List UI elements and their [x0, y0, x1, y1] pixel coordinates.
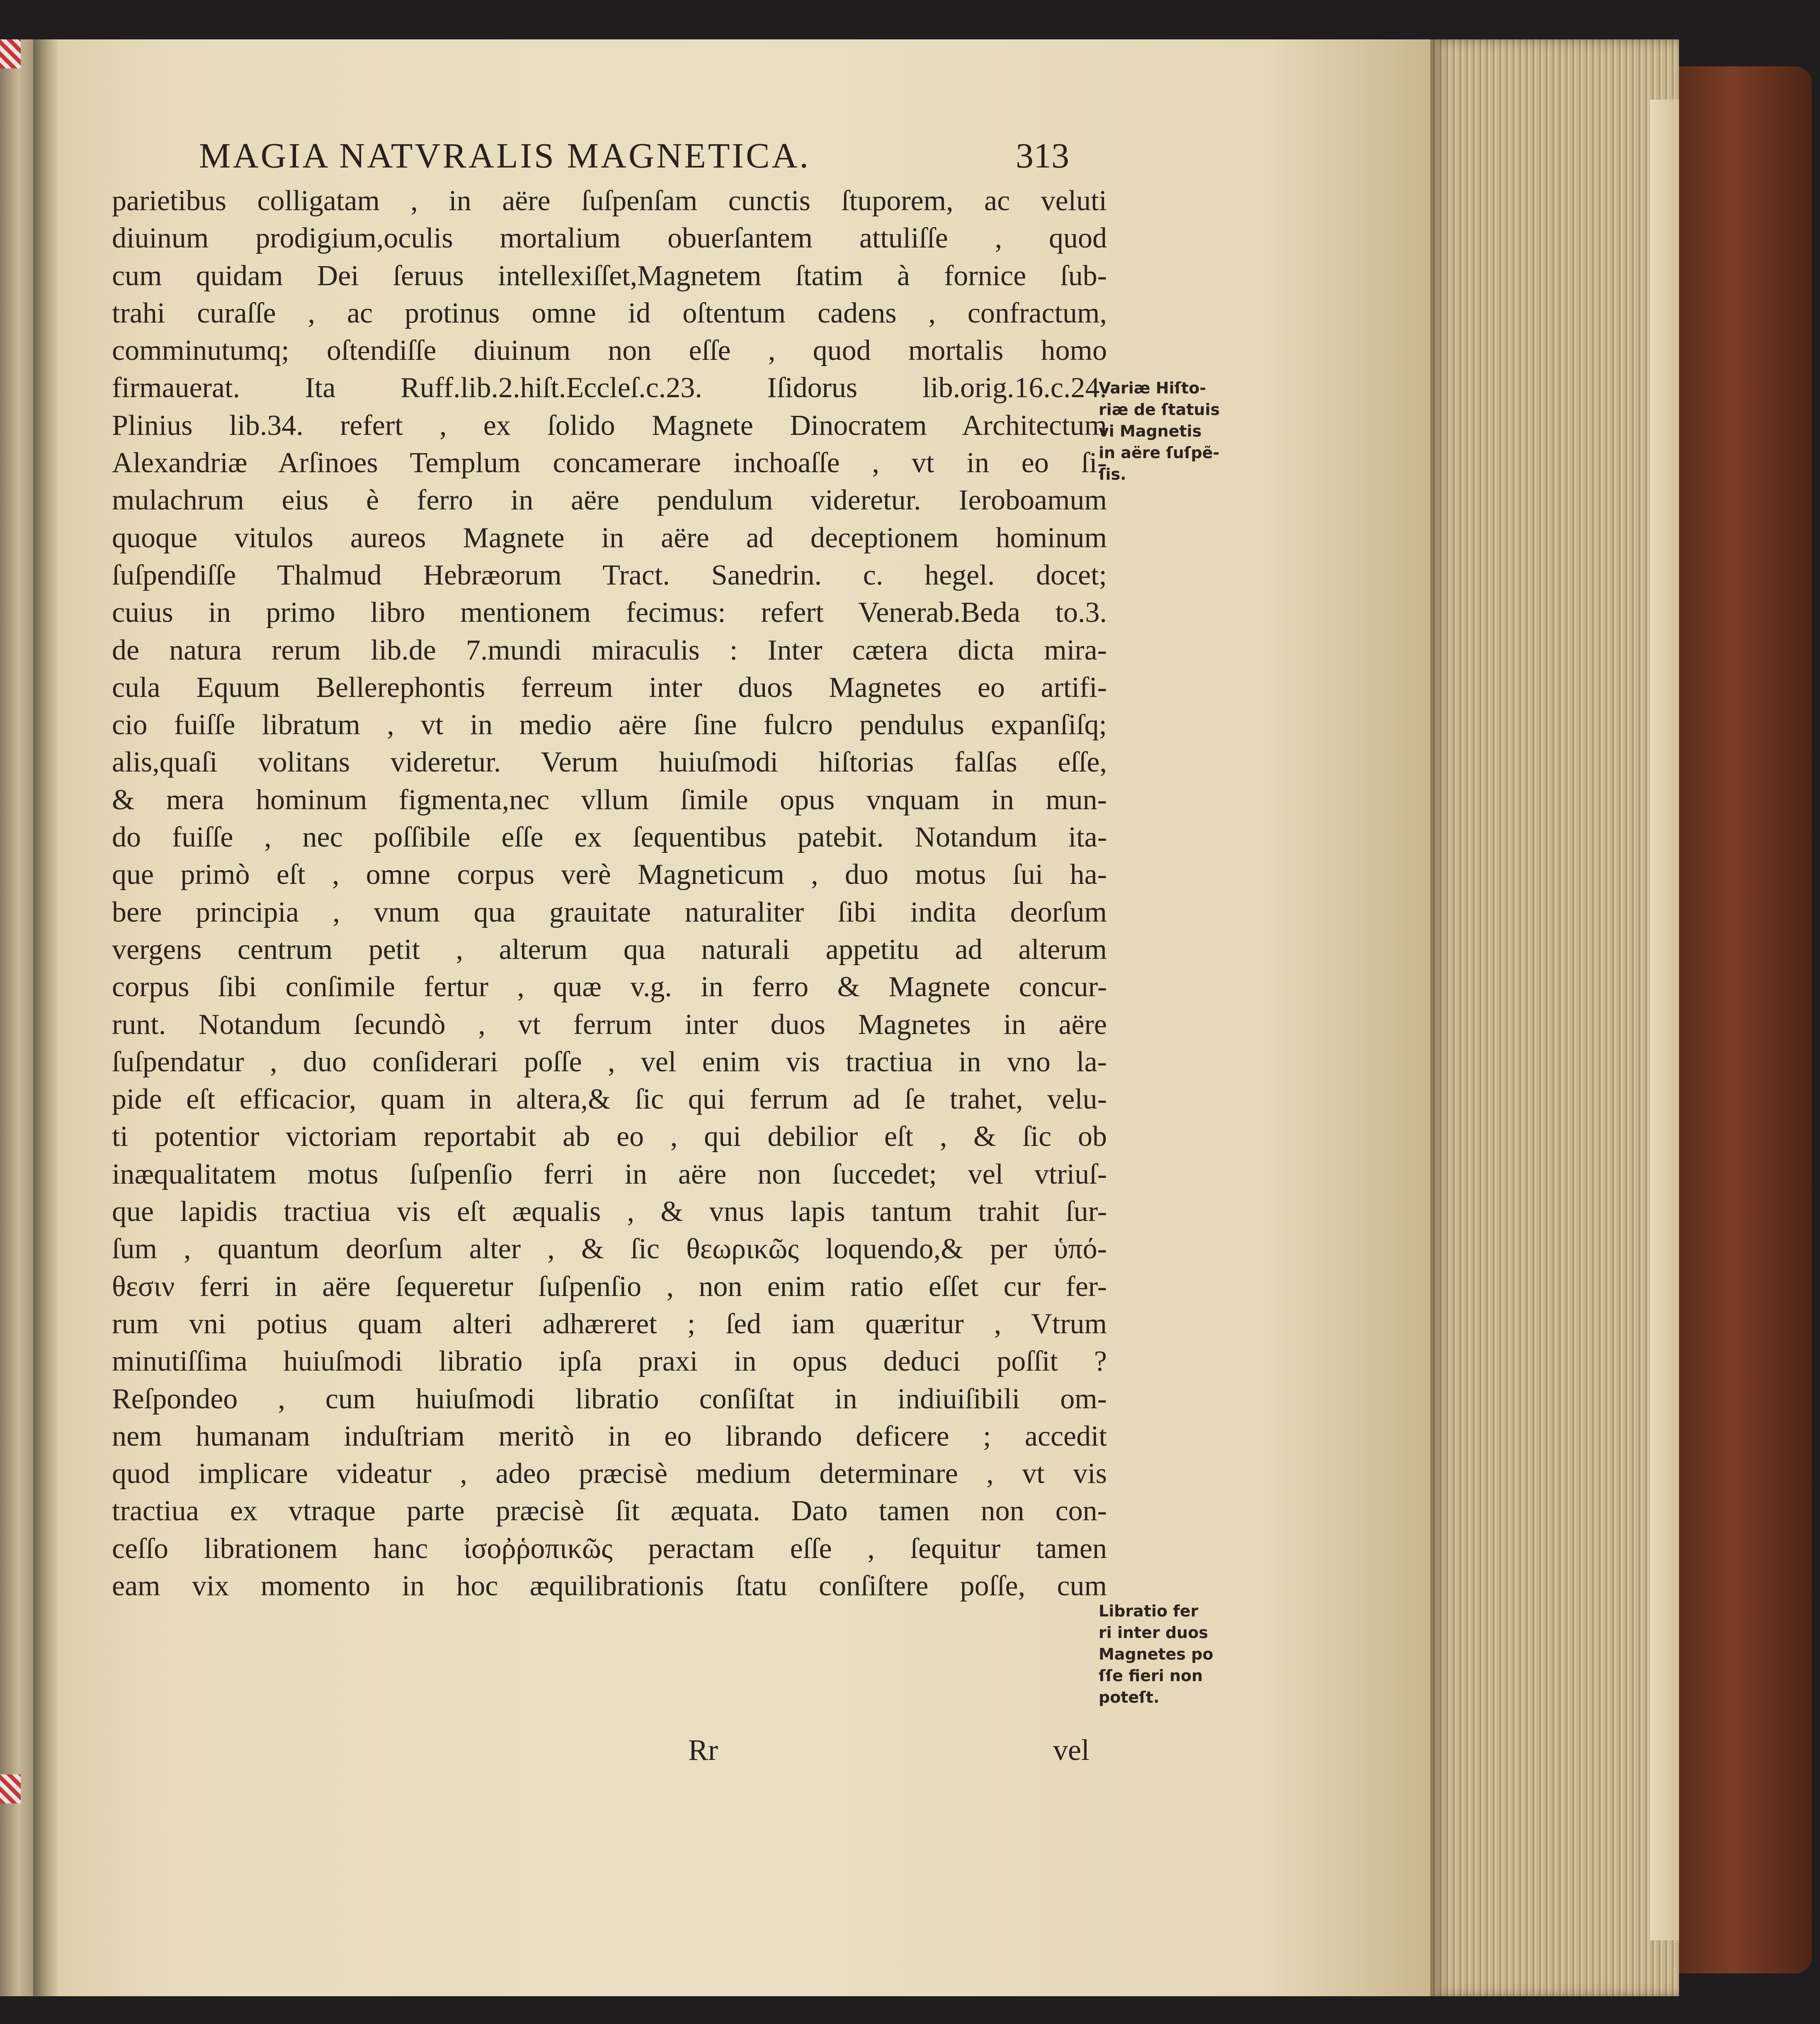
margin-note-libratio [1099, 1600, 1248, 1708]
text-line: θεσιν ferri in aëre ſequeretur ſuſpenſio , non enim ratio eſſet cur fer- [112, 1270, 1107, 1303]
running-title: MAGIA NATVRALIS MAGNETICA. [199, 136, 811, 175]
text-line: rum vni potius quam alteri adhæreret ; ſed iam quæritur , Vtrum [112, 1308, 1107, 1340]
text-line: parietibus colligatam , in aëre ſuſpenſam cunctis ſtuporem, ac veluti [112, 185, 1107, 217]
text-line: inæqualitatem motus ſuſpenſio ferri in aëre non ſuccedet; vel vtriuſ- [112, 1158, 1107, 1190]
signature-mark: Rr [688, 1733, 718, 1767]
margin-note-line: poteſt. [1099, 1688, 1160, 1706]
main-text-block [112, 182, 1107, 1605]
text-line: que primò eſt , omne corpus verè Magneticum , duo motus ſui ha- [112, 859, 1107, 891]
text-line: ſuſpendatur , duo conſiderari poſſe , vel enim vis tractiua in vno la- [112, 1046, 1107, 1078]
text-line: runt. Notandum ſecundò , vt ferrum inter duos Magnetes in aëre [112, 1008, 1107, 1041]
text-line: do fuiſſe , nec poſſibile eſſe ex ſequentibus patebit. Notandum ita- [112, 821, 1107, 854]
text-line: cio fuiſſe libratum , vt in medio aëre ſine fulcro pendulus expanſiſq; [112, 709, 1107, 741]
text-line: cuius in primo libro mentionem fecimus: refert Venerab.Beda to.3. [112, 597, 1107, 629]
text-line: eam vix momento in hoc æquilibrationis ſtatu conſiſtere poſſe, cum [112, 1570, 1107, 1602]
margin-note-line: Variæ Hiſto- [1099, 379, 1206, 397]
text-line: Reſpondeo , cum huiuſmodi libratio conſiſtat in indiuiſibili om- [112, 1383, 1107, 1415]
page-block-edges [1430, 39, 1679, 1996]
page-number: 313 [1016, 136, 1069, 175]
text-line: firmauerat. Ita Ruff.lib.2.hiſt.Eccleſ.c.23. Iſidorus lib.orig.16.c.24. [112, 372, 1107, 404]
text-line: diuinum prodigium,oculis mortalium obuerſantem attuliſſe , quod [112, 222, 1107, 255]
catchword: vel [1053, 1733, 1090, 1767]
text-line: tractiua ex vtraque parte præcisè ſit æquata. Dato tamen non con- [112, 1495, 1107, 1527]
margin-note-line: ri inter duos [1099, 1624, 1208, 1642]
margin-note-line: in aëre ſuſpẽ- [1099, 444, 1220, 462]
margin-note-statues [1099, 377, 1248, 485]
text-line: ſum , quantum deorſum alter , & ſic θεωρικῶς loquendo,& per ὑπό- [112, 1233, 1107, 1265]
text-line: nem humanam induſtriam meritò in eo librando deficere ; accedit [112, 1420, 1107, 1452]
text-line: quoque vitulos aureos Magnete in aëre ad deceptionem hominum [112, 522, 1107, 554]
text-line: mulachrum eius è ferro in aëre pendulum videretur. Ieroboamum [112, 484, 1107, 517]
text-line: minutiſſima huiuſmodi libratio ipſa praxi in opus deduci poſſit ? [112, 1345, 1107, 1378]
margin-note-line: Libratio fer [1099, 1602, 1199, 1620]
bookmark-ribbon-top [0, 39, 21, 68]
bookmark-ribbon-bottom [0, 1774, 21, 1803]
text-line: cula Equum Bellerephontis ferreum inter duos Magnetes eo artifi- [112, 671, 1107, 704]
text-line: de natura rerum lib.de 7.mundi miraculis : Inter cætera dicta mira- [112, 634, 1107, 666]
text-line: vergens centrum petit , alterum qua naturali appetitu ad alterum [112, 933, 1107, 966]
endpaper-edge [1650, 100, 1679, 1940]
book-gutter [33, 39, 58, 1996]
text-line: alis,quaſi volitans videretur. Verum huiuſmodi hiſtorias falſas eſſe, [112, 746, 1107, 779]
margin-note-line: ſſe fieri non [1099, 1667, 1203, 1685]
text-line: Plinius lib.34. refert , ex ſolido Magnete Dinocratem Architectum [112, 409, 1107, 442]
text-line: ſuſpendiſſe Thalmud Hebræorum Tract. Sanedrin. c. hegel. docet; [112, 559, 1107, 591]
margin-note-line: vi Magnetis [1099, 422, 1202, 440]
margin-note-line: riæ de ſtatuis [1099, 400, 1220, 419]
text-line: Alexandriæ Arſinoes Templum concamerare inchoaſſe , vt in eo ſi- [112, 447, 1107, 479]
text-line: corpus ſibi conſimile fertur , quæ v.g. in ferro & Magnete concur- [112, 971, 1107, 1003]
margin-note-line: Magnetes po [1099, 1645, 1213, 1663]
text-line: trahi curaſſe , ac protinus omne id oſtentum cadens , confractum, [112, 297, 1107, 329]
leather-cover [1679, 66, 1812, 1973]
text-line: que lapidis tractiua vis eſt æqualis , & vnus lapis tantum trahit ſur- [112, 1196, 1107, 1228]
text-line: pide eſt efficacior, quam in altera,& ſic qui ferrum ad ſe trahet, velu- [112, 1083, 1107, 1116]
text-line: bere principia , vnum qua grauitate naturaliter ſibi indita deorſum [112, 896, 1107, 928]
text-line: & mera hominum figmenta,nec vllum ſimile opus vnquam in mun- [112, 784, 1107, 816]
text-line: ceſſo librationem hanc ἰσοῤῥοπικῶς peractam eſſe , ſequitur tamen [112, 1532, 1107, 1565]
text-line: quod implicare videatur , adeo præcisè medium determinare , vt vis [112, 1458, 1107, 1490]
facing-page-edge [0, 39, 34, 1996]
text-line: comminutumq; oſtendiſſe diuinum non eſſe , quod mortalis homo [112, 335, 1107, 367]
text-line: cum quidam Dei ſeruus intellexiſſet,Magnetem ſtatim à fornice ſub- [112, 260, 1107, 292]
text-line: ti potentior victoriam reportabit ab eo , qui debilior eſt , & ſic ob [112, 1121, 1107, 1153]
margin-note-line: ſis. [1099, 465, 1126, 483]
